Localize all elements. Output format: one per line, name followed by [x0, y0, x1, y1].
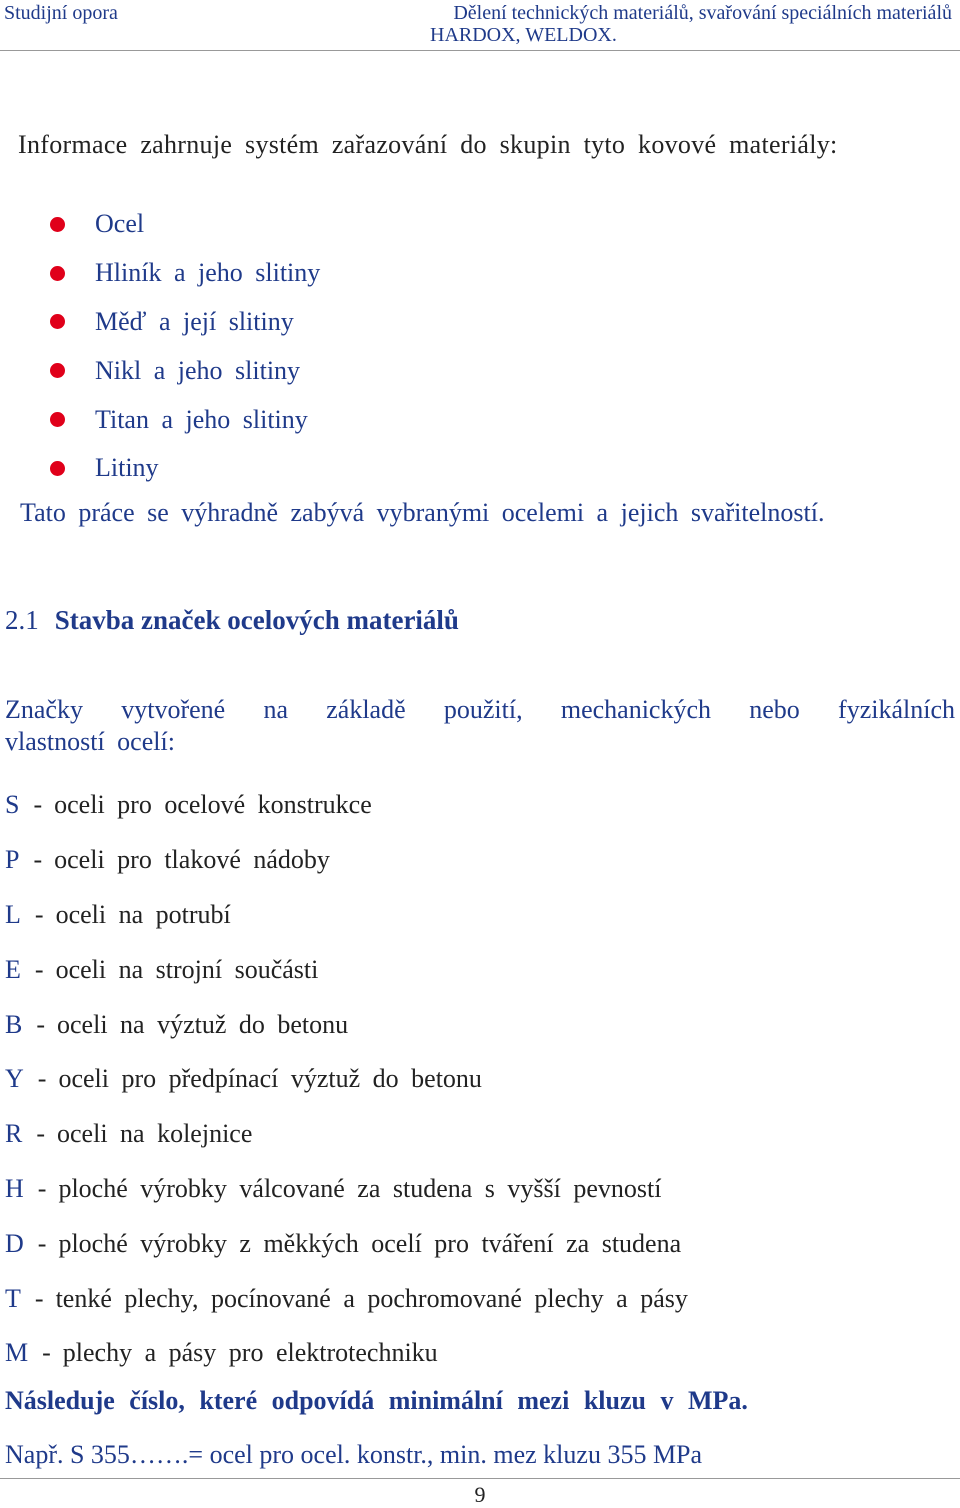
steel-code-dash: - [42, 1338, 51, 1368]
steel-code-dash: - [34, 954, 44, 984]
marks-intro-word: nebo [749, 695, 800, 724]
bullet-dot-icon [50, 266, 65, 281]
steel-code-row [5, 1162, 688, 1217]
steel-codes-list [5, 778, 688, 1381]
bullet-dot-icon [50, 217, 65, 232]
list-item-text: Titan a jeho slitiny [95, 404, 308, 434]
intro-paragraph: Informace zahrnuje systém zařazování do skupin tyto kovové materiály: [18, 130, 838, 159]
steel-code-description: oceli na strojní součásti [55, 954, 319, 984]
list-item [50, 249, 320, 298]
steel-code-letter: H [5, 1173, 24, 1203]
header-divider [0, 50, 960, 51]
scope-paragraph: Tato práce se výhradně zabývá vybranými ocelemi a jejich svařitelností. [20, 498, 825, 527]
section-heading [5, 605, 459, 636]
marks-intro-word: základě [326, 695, 406, 724]
steel-code-letter: D [5, 1228, 24, 1258]
header-right-line2: HARDOX, WELDOX. [430, 24, 617, 46]
bullet-dot-icon [50, 412, 65, 427]
list-item-text: Hliník a jeho slitiny [95, 258, 321, 288]
steel-code-row [5, 1216, 688, 1271]
steel-code-row [5, 778, 688, 833]
steel-code-dash: - [36, 1119, 46, 1149]
list-item [50, 200, 320, 249]
steel-code-row [5, 942, 688, 997]
list-item [50, 346, 320, 395]
steel-code-description: oceli pro předpínací výztuž do betonu [58, 1064, 482, 1094]
list-item-text: Litiny [95, 453, 159, 483]
steel-code-row [5, 1326, 688, 1381]
steel-code-letter: P [5, 845, 20, 875]
steel-code-letter: L [5, 899, 21, 929]
page-number: 9 [474, 1482, 486, 1507]
list-item-text: Nikl a jeho slitiny [95, 355, 301, 385]
steel-code-row [5, 1052, 688, 1107]
list-item-text: Měď a její slitiny [95, 306, 294, 336]
section-number: 2.1 [5, 605, 39, 635]
marks-intro-word: použití, [443, 695, 523, 724]
steel-code-dash: - [34, 1283, 44, 1313]
steel-code-dash: - [33, 845, 43, 875]
steel-code-row [5, 833, 688, 888]
list-item [50, 298, 320, 347]
marks-intro-word: na [263, 695, 288, 724]
header-left: Studijní opora [4, 2, 118, 24]
steel-code-description: plechy a pásy pro elektrotechniku [62, 1338, 438, 1368]
marks-intro-word: fyzikálních [838, 695, 955, 724]
steel-code-description: ploché výrobky válcované za studena s vyšší pevností [58, 1173, 662, 1203]
steel-code-description: tenké plechy, pocínované a pochromované plechy a pásy [55, 1283, 688, 1313]
steel-code-letter: T [5, 1283, 21, 1313]
steel-code-letter: B [5, 1009, 23, 1039]
steel-code-row [5, 1271, 688, 1326]
steel-code-letter: S [5, 790, 20, 820]
section-title: Stavba značek ocelových materiálů [54, 605, 459, 635]
steel-code-dash: - [37, 1228, 47, 1258]
marks-intro-word: vytvořené [121, 695, 226, 724]
list-item-text: Ocel [95, 209, 145, 239]
steel-code-dash: - [37, 1064, 47, 1094]
steel-code-description: oceli na potrubí [55, 899, 231, 929]
marks-intro-word: mechanických [560, 695, 711, 724]
steel-code-description: oceli pro ocelové konstrukce [54, 790, 372, 820]
steel-code-row [5, 1107, 688, 1162]
list-item [50, 444, 320, 493]
steel-code-letter: R [5, 1119, 23, 1149]
steel-code-letter: E [5, 954, 21, 984]
yield-strength-note: Následuje číslo, které odpovídá minimální mezi kluzu v MPa. [5, 1386, 748, 1415]
marks-intro-line1 [5, 695, 955, 725]
steel-code-description: ploché výrobky z měkkých ocelí pro tváření za studena [58, 1228, 682, 1258]
steel-code-dash: - [36, 1009, 46, 1039]
header-right-line1: Dělení technických materiálů, svařování speciálních materiálů [453, 2, 952, 24]
example-line: Např. S 355…….= ocel pro ocel. konstr., min. mez kluzu 355 MPa [5, 1440, 703, 1469]
steel-code-row [5, 888, 688, 943]
bullet-dot-icon [50, 363, 65, 378]
steel-code-dash: - [34, 899, 44, 929]
list-item [50, 395, 320, 444]
steel-code-row [5, 997, 688, 1052]
steel-code-description: oceli na výztuž do betonu [57, 1009, 349, 1039]
steel-code-letter: M [5, 1338, 29, 1368]
steel-code-description: oceli na kolejnice [57, 1119, 253, 1149]
materials-list [50, 200, 320, 493]
bullet-dot-icon [50, 461, 65, 476]
marks-intro-line2: vlastností ocelí: [5, 727, 175, 756]
footer-divider [0, 1478, 960, 1479]
steel-code-letter: Y [5, 1064, 24, 1094]
steel-code-dash: - [33, 790, 43, 820]
steel-code-description: oceli pro tlakové nádoby [54, 845, 330, 875]
marks-intro-word: Značky [5, 695, 83, 724]
bullet-dot-icon [50, 314, 65, 329]
steel-code-dash: - [37, 1173, 47, 1203]
